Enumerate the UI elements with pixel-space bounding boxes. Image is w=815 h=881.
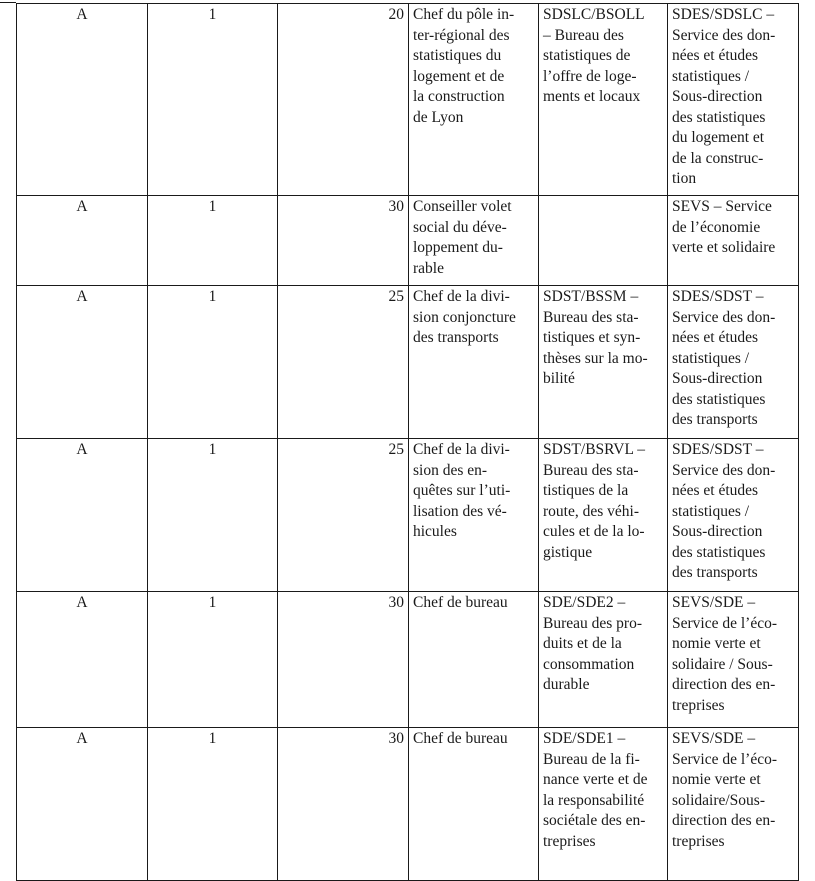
cell-text-line: Chef de bureau xyxy=(413,594,508,611)
service-cell xyxy=(668,592,799,728)
cell-text-line: des statistiques xyxy=(672,390,766,408)
table-row xyxy=(17,4,799,196)
cell-text-line: SDE/SDE1 – xyxy=(543,730,626,747)
top-rule xyxy=(0,2,16,3)
structure-cell xyxy=(539,4,668,196)
cell-text-line: du logement et xyxy=(672,129,765,146)
cell-text-line: des transports xyxy=(413,329,499,346)
points-cell: 25 xyxy=(278,439,409,592)
cell-text-line: SDES/SDSLC – xyxy=(672,6,775,23)
cell-text-line: de la construc- xyxy=(672,149,764,167)
points-cell: 20 xyxy=(278,4,409,196)
table-body xyxy=(17,4,799,881)
cell-text-line: – Bureau des xyxy=(543,26,624,44)
count-cell: 1 xyxy=(148,728,278,881)
cell-text-line: Bureau des sta- xyxy=(543,308,639,326)
table-row xyxy=(17,728,799,881)
count-cell: 1 xyxy=(148,196,278,286)
table-row xyxy=(17,286,799,439)
cell-text-line: ments et locaux xyxy=(543,88,641,105)
cell-text-line: tistiques et syn- xyxy=(543,329,641,346)
cell-text-line: la responsabilité xyxy=(543,791,645,809)
cell-text-line: thèses sur la mo- xyxy=(543,349,648,367)
count-cell: 1 xyxy=(148,4,278,196)
cell-text-line: nance verte et de xyxy=(543,771,648,788)
cell-text-line: SDST/BSSM – xyxy=(543,288,639,305)
cell-text-line: des transports xyxy=(672,564,758,581)
cell-text-line: nomie verte et xyxy=(672,635,761,652)
count-cell: 1 xyxy=(148,286,278,439)
cell-text-line: Bureau de la fi- xyxy=(543,750,640,768)
cell-text-line: quêtes sur l’uti- xyxy=(413,482,511,499)
service-cell xyxy=(668,439,799,592)
points-cell: 30 xyxy=(278,592,409,728)
cell-text-line: verte et solidaire xyxy=(672,239,776,256)
cell-text-line: de Lyon xyxy=(413,108,464,126)
cell-text-line: Chef de la divi- xyxy=(413,441,510,458)
cell-text-line: cules et de la lo- xyxy=(543,523,645,540)
cell-text-line: treprises xyxy=(672,832,725,850)
cell-text-line: Bureau des pro- xyxy=(543,614,642,632)
cell-text-line: Conseiller volet xyxy=(413,198,512,215)
cell-text-line: tion xyxy=(672,170,697,187)
cell-text-line: bilité xyxy=(543,370,575,387)
function-cell xyxy=(409,728,539,881)
cell-text-line: treprises xyxy=(672,696,725,714)
cell-text-line: durable xyxy=(543,676,590,693)
service-cell xyxy=(668,4,799,196)
cell-text-line: ter-régional des xyxy=(413,26,510,44)
cell-text-line: des statistiques xyxy=(672,543,766,561)
structure-cell xyxy=(539,728,668,881)
cell-text-line: sion des en- xyxy=(413,461,488,479)
count-cell: 1 xyxy=(148,592,278,728)
cell-text-line: SDST/BSRVL – xyxy=(543,441,645,458)
cell-text-line: Chef de la divi- xyxy=(413,288,510,305)
points-cell: 25 xyxy=(278,286,409,439)
structure-cell xyxy=(539,196,668,286)
cell-text-line: statistiques / xyxy=(672,502,750,520)
category-cell: A xyxy=(17,592,148,728)
cell-text-line: Bureau des sta- xyxy=(543,461,639,479)
points-cell: 30 xyxy=(278,196,409,286)
cell-text-line: SDSLC/BSOLL xyxy=(543,6,645,23)
cell-text-line: tistiques de la xyxy=(543,482,629,499)
table-row xyxy=(17,439,799,592)
structure-cell xyxy=(539,439,668,592)
cell-text-line: nées et études xyxy=(672,329,759,346)
cell-text-line: SEVS – Service xyxy=(672,198,772,215)
cell-text-line: nomie verte et xyxy=(672,771,761,788)
function-cell xyxy=(409,196,539,286)
cell-text-line: Service des don- xyxy=(672,308,776,326)
service-cell xyxy=(668,286,799,439)
function-cell xyxy=(409,4,539,196)
cell-text-line: solidaire/Sous- xyxy=(672,791,765,809)
cell-text-line: sociétale des en- xyxy=(543,812,646,829)
cell-text-line: lisation des vé- xyxy=(413,502,507,520)
cell-text-line: de l’économie xyxy=(672,218,761,236)
table-row xyxy=(17,592,799,728)
cell-text-line: statistiques / xyxy=(672,67,750,85)
cell-text-line: logement et de xyxy=(413,67,505,85)
positions-table xyxy=(16,3,799,881)
cell-text-line: des transports xyxy=(672,411,758,428)
category-cell: A xyxy=(17,728,148,881)
table-row xyxy=(17,196,799,286)
function-cell xyxy=(409,439,539,592)
cell-text-line: Service de l’éco- xyxy=(672,614,777,632)
service-cell xyxy=(668,728,799,881)
category-cell: A xyxy=(17,439,148,592)
cell-text-line: l’offre de loge- xyxy=(543,67,637,85)
cell-text-line: social du déve- xyxy=(413,218,507,236)
function-cell xyxy=(409,286,539,439)
structure-cell xyxy=(539,286,668,439)
cell-text-line: statistiques du xyxy=(413,47,502,64)
cell-text-line: Sous-direction xyxy=(672,523,763,540)
structure-cell xyxy=(539,592,668,728)
category-cell: A xyxy=(17,4,148,196)
cell-text-line: solidaire / Sous- xyxy=(672,655,773,673)
points-cell: 30 xyxy=(278,728,409,881)
category-cell: A xyxy=(17,196,148,286)
cell-text-line: SDES/SDST – xyxy=(672,288,764,305)
cell-text-line: consommation xyxy=(543,655,635,673)
cell-text-line: Chef du pôle in- xyxy=(413,6,515,23)
cell-text-line: sion conjoncture xyxy=(413,308,516,326)
cell-text-line: Service de l’éco- xyxy=(672,750,777,768)
cell-text-line: SDE/SDE2 – xyxy=(543,594,626,611)
count-cell: 1 xyxy=(148,439,278,592)
cell-text-line: gistique xyxy=(543,543,593,561)
cell-text-line: treprises xyxy=(543,832,596,850)
category-cell: A xyxy=(17,286,148,439)
cell-text-line: Service des don- xyxy=(672,461,776,479)
cell-text-line: direction des en- xyxy=(672,812,776,829)
cell-text-line: rable xyxy=(413,259,444,277)
cell-text-line: Sous-direction xyxy=(672,88,763,105)
cell-text-line: loppement du- xyxy=(413,239,503,256)
cell-text-line: des statistiques xyxy=(672,108,766,126)
cell-text-line: hicules xyxy=(413,523,457,540)
cell-text-line: route, des véhi- xyxy=(543,502,639,520)
cell-text-line: nées et études xyxy=(672,482,759,499)
cell-text-line: Sous-direction xyxy=(672,370,763,387)
cell-text-line: SEVS/SDE – xyxy=(672,730,756,747)
cell-text-line: Chef de bureau xyxy=(413,730,508,747)
cell-text-line: la construction xyxy=(413,88,505,105)
cell-text-line: nées et études xyxy=(672,47,759,64)
cell-text-line: SDES/SDST – xyxy=(672,441,764,458)
service-cell xyxy=(668,196,799,286)
cell-text-line: duits et de la xyxy=(543,635,622,652)
cell-text-line: direction des en- xyxy=(672,676,776,693)
cell-text-line: statistiques de xyxy=(543,47,631,64)
cell-text-line: statistiques / xyxy=(672,349,750,367)
cell-text-line: Service des don- xyxy=(672,26,776,44)
cell-text-line: SEVS/SDE – xyxy=(672,594,756,611)
function-cell xyxy=(409,592,539,728)
